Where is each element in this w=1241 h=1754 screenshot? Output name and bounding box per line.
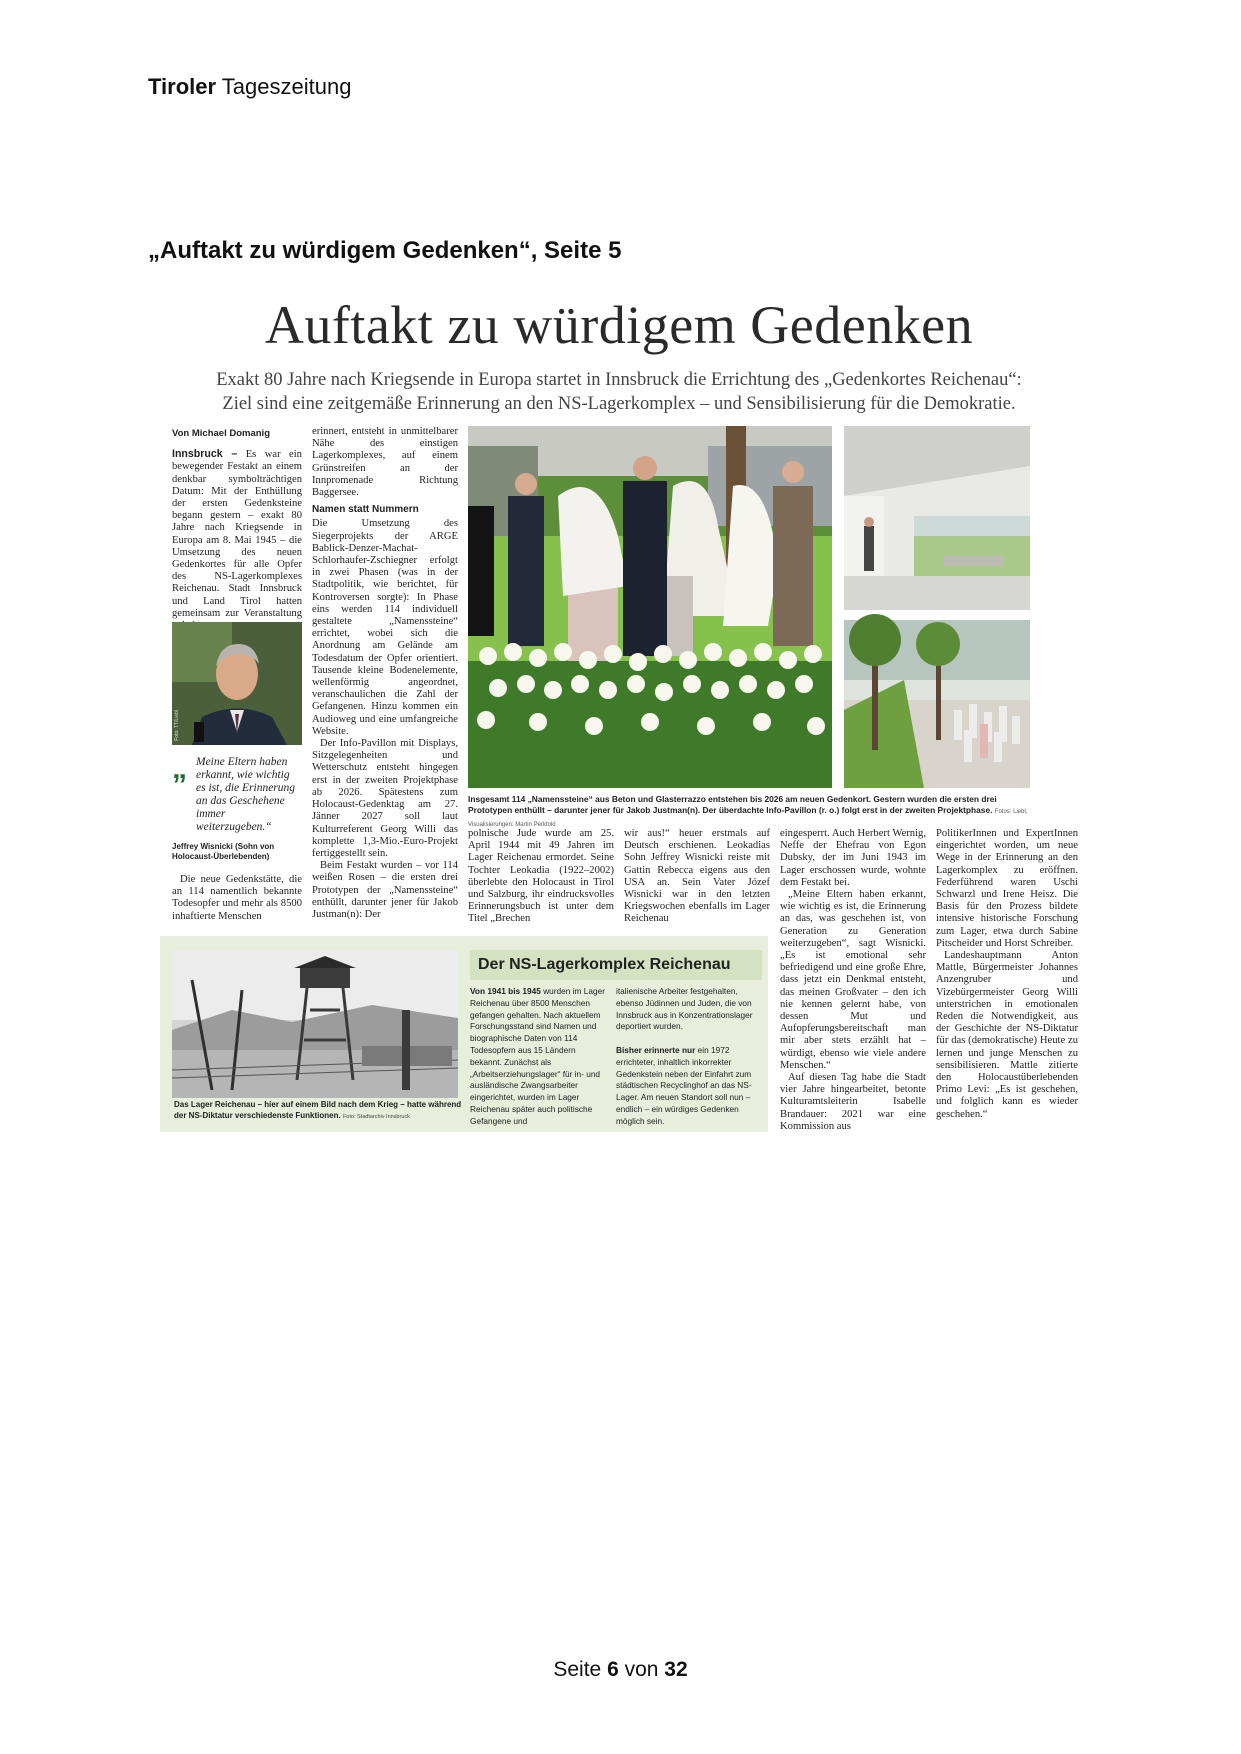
newspaper-name-bold: Tiroler (148, 74, 217, 99)
ceremony-illustration (468, 426, 832, 788)
col3-text: polnische Jude wurde am 25. April 1944 mit 49 Jahren im Lager Reichenau ermordet. Seine Tochter Leokadia (1922–2002) überlebte den Holocaust in Tirol und Salzburg, ihr eindrucksvolles Erinnerungsbuch ist unter dem Titel „Brechen (468, 828, 614, 925)
box-photo-caption (174, 1100, 464, 1122)
pull-quote (172, 752, 302, 862)
caption-text: Insgesamt 114 „Namenssteine“ aus Beton und Glasterrazzo entstehen bis 2026 am neuen Gedenkort. Gestern wurden die ersten drei Prototypen enthüllt – darunter jener für Jakob Justman(n). Der überdachte Info-Pavillon (r. o.) folgt erst in der zweiten Projektphase. (468, 794, 997, 815)
footer-prefix: Seite (553, 1658, 602, 1681)
article-headline: Auftakt zu würdigem Gedenken (264, 295, 974, 355)
lead-line-1: Exakt 80 Jahre nach Kriegsende in Europa startet in Innsbruck die Errichtung des „Gedenkortes Reichenau“: (216, 370, 1022, 390)
article-column-4 (624, 828, 770, 930)
box-c2-text2: ein 1972 errichteter, inhaltlich inkorrekter Gedenkstein neben der Einfahrt zum städtischen Recyclinghof an das NS-Lager. Am neuen Standort soll nun – endlich – ein würdiges Gedenken möglich sein. (616, 1044, 752, 1126)
box-c2-text: italienische Arbeiter festgehalten, ebenso Jüdinnen und Juden, die von Innsbruck aus in Konzentrationslager deportiert wurden. (616, 986, 753, 1032)
box-caption-credit: Foto: Stadtarchiv Innsbruck (342, 1113, 410, 1120)
article-column-2 (312, 426, 458, 928)
pavilion-illustration (844, 426, 1030, 610)
author-line: Von Michael Domanig (172, 428, 271, 439)
portrait-photo (172, 622, 302, 745)
col4-text: wir aus!“ heuer erstmals auf Deutsch erschienen. Leokadias Sohn Jeffrey Wisnicki reiste mit Gattin Rebecca eigens aus den USA an. Sein Vater Józef Wisnicki war in den letzten Kriegswochen ebenfalls im Lager Reichenau (624, 828, 770, 925)
newspaper-name (148, 74, 351, 100)
article-column-1-bottom (172, 874, 302, 926)
footer-page: 6 (607, 1658, 619, 1681)
box-c1-lead: Von 1941 bis 1945 (470, 986, 541, 996)
col2-top-text: erinnert, entsteht in unmittelbarer Nähe des einstigen Lagerkomplexes, auf einem Grünstreifen an der Innpromenade Richtung Baggersee. (312, 426, 458, 499)
box-title: Der NS-Lagerkomplex Reichenau (470, 950, 762, 980)
col5-paragraph-1: eingesperrt. Auch Herbert Wernig, Neffe der Ehefrau von Egon Dubsky, der im Juni 1943 im Lager erschossen wurde, wohnte dem Festakt bei. (780, 828, 926, 888)
newspaper-clipping (160, 294, 1078, 1138)
box-column-1 (470, 986, 606, 1130)
col6-paragraph-1: PolitikerInnen und ExpertInnen eingerichtet worden, um neue Wege in der Erinnerung an den Lagerkomplex zu eröffnen. Federführend waren Uschi Schwarzl und Irene Heisz. Die Basis für den Prozess bildete intensive historische Forschung zum Lager, etwa durch Sabine Pitscheider und Horst Schreiber. (936, 828, 1078, 949)
footer-middle: von (624, 1658, 659, 1681)
quote-mark-icon: „ (172, 752, 187, 785)
portrait-credit: Foto: TT/Liebl (174, 710, 180, 741)
box-column-2 (616, 986, 762, 1130)
article-column-3 (468, 828, 614, 930)
camp-illustration (172, 950, 458, 1098)
memorial-visualization (844, 620, 1030, 788)
col6-paragraph-2: Landeshauptmann Anton Mattle, Bürgermeister Johannes Anzengruber und Vizebürgermeister Georg Willi unterstrichen in emotionalen Reden die Notwendigkeit, aus der Geschichte der NS-Diktatur für das (demokratische) Heute zu lernen und junge Menschen zu sensibilisieren. Mattle zitierte den Holocaustüberlebenden Primo Levi: „Es ist geschehen, und folglich kann es wieder geschehen.“ (936, 950, 1078, 1120)
article-lead (160, 368, 1078, 416)
article-column-1 (172, 428, 302, 619)
page-footer (0, 1658, 1241, 1682)
lead-line-2: Ziel sind eine zeitgemäße Erinnerung an den NS-Lagerkomplex – und Sensibilisierung für die Demokratie. (222, 394, 1016, 414)
caption-credit: Fotos: Liebl, Visualisierungen: Martin Perktold (468, 809, 1028, 828)
quote-text: Meine Eltern haben erkannt, wie wichtig es ist, die Erinnerung an das Geschehene immer weiterzugeben.“ (196, 756, 296, 833)
intro-text: Es war ein bewegender Festakt an einem denkbar symbolträchtigen Datum: Mit der Enthüllung der ersten Gedenksteine begann gestern – exakt 80 Jahre nach Kriegsende in Europa am 8. Mai 1945 – die Umsetzung des neuen Gedenkortes für alle Opfer des NS-Lagerkomplexes Reichenau. Stadt Innsbruck und Land Tirol hatten gemeinsam zur Veranstaltung (172, 449, 302, 619)
box-caption-text: Das Lager Reichenau – hier auf einem Bild nach dem Krieg – hatte während der NS-Diktatur verschiedenste Funktionen. (174, 1100, 462, 1120)
col5-paragraph-2: „Meine Eltern haben erkannt, wie wichtig es ist, die Erinnerung an das, was geschehen ist, von Generation zu Generation weiterzugeben“, sagt Wisnicki. „Es ist emotional sehr befriedigend und eine große Ehre, dass jetzt ein Denkmal entsteht, das meinen Großvater – den ich nie kennen gelernt habe, von dessen Mut und Aufopferungsbereitschaft man mir aber stets erzählt hat – würdigt, ebenso wie viele andere Menschen.“ (780, 889, 926, 1071)
photo-caption (468, 794, 1038, 831)
newspaper-name-rest: Tageszeitung (221, 74, 352, 99)
info-box (160, 936, 768, 1132)
article-column-5 (780, 828, 926, 1138)
col2-paragraph-2: Der Info-Pavillon mit Displays, Sitzgelegenheiten und Wetterschutz entsteht hingegen erst in der zweiten Projektphase ab 2026. Spätestens zum Holocaust-Gedenktag am 27. Jänner 2027 soll laut Kulturreferent Georg Willi das komplette 1,3-Mio.-Euro-Projekt fertiggestellt sein. (312, 738, 458, 859)
dateline: Innsbruck – (172, 448, 238, 461)
col5-paragraph-3: Auf diesen Tag habe die Stadt vier Jahre hingearbeitet, betonte Kulturamtsleiterin Isabelle Brandauer: 2021 war eine Kommission aus (780, 1072, 926, 1132)
col2-paragraph-3: Beim Festakt wurden – vor 114 weißen Rosen – die ersten drei Prototypen der „Namenssteine“ enthüllt, darunter jener für Jakob Justman(n): Der (312, 860, 458, 920)
article-reference: „Auftakt zu würdigem Gedenken“, Seite 5 (148, 237, 622, 264)
quote-source: Jeffrey Wisnicki (Sohn von Holocaust-Überlebenden) (172, 842, 275, 861)
historic-camp-photo (172, 950, 458, 1098)
section-subheading: Namen statt Nummern (312, 504, 419, 516)
col2-paragraph-1: Die Umsetzung des Siegerprojekts der ARGE Bablick-Denzer-Machat-Schlorhaufer-Zschiegner erfolgt in zwei Phasen (was in der Stadtpolitik, wie berichtet, für Kontroversen sorgte): In Phase eins werden 114 individuell gestaltete „Namenssteine“ errichtet, wobei sich die Anordnung am Gelände am Todesdatum der Opfer orientiert. Tausende kleine Bodenelemente, wellenförmig angeordnet, veranschaulichen die Zahl der Gefangenen. Hinzu kommen ein Audioweg und eine umfangreiche Website. (312, 518, 458, 737)
main-photo (468, 426, 832, 788)
pavilion-visualization (844, 426, 1030, 610)
col1-bottom-text: Die neue Gedenkstätte, die an 114 namentlich bekannte Todesopfer und mehr als 8500 inhaftierte Menschen (172, 874, 302, 922)
memorial-illustration (844, 620, 1030, 788)
footer-total: 32 (664, 1658, 688, 1681)
portrait-illustration (172, 622, 302, 745)
box-c1-text: wurden im Lager Reichenau über 8500 Menschen gefangen gehalten. Nach aktuellem Forschungsstand sind Namen und biographische Daten von 114 Todesopfern aus 15 Ländern bekannt. Zunächst als „Arbeitserziehungslager“ für in- und ausländische Zwangsarbeiter eingerichtet, wurden im Lager Reichenau später auch politische Gefangene und (470, 986, 605, 1126)
article-intro (172, 448, 302, 632)
box-c2-lead: Bisher erinnerte nur (616, 1044, 696, 1055)
article-column-6 (936, 828, 1078, 1138)
